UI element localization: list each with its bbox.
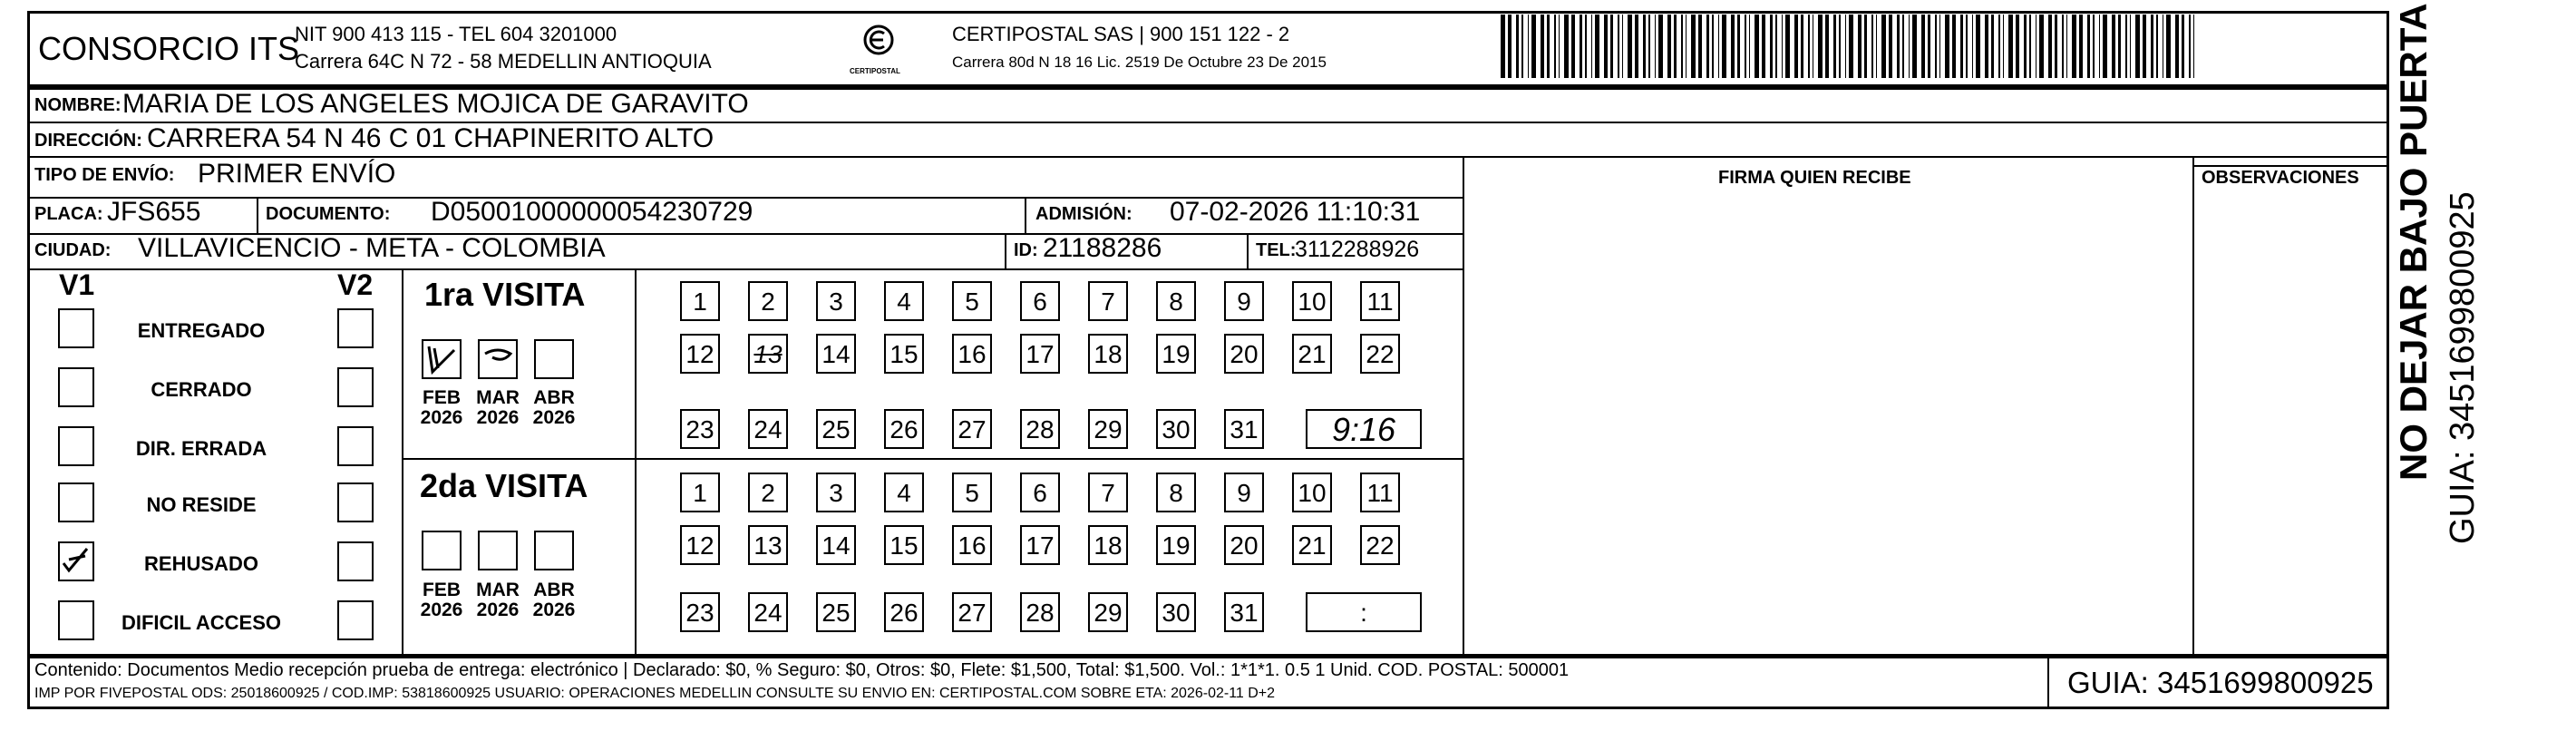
barcode-bar	[2166, 15, 2171, 78]
barcode-bar	[2087, 15, 2090, 78]
barcode-bar	[1808, 15, 1810, 78]
first-visit-day: 18	[1088, 334, 1128, 374]
barcode-bar	[2156, 15, 2158, 78]
first-visit-day: 5	[952, 281, 992, 321]
barcode-bar	[1591, 15, 1592, 78]
barcode-bar	[1966, 15, 1968, 78]
barcode-bar	[1912, 15, 1917, 78]
side-guide: GUIA: 3451699800925	[2444, 191, 2482, 544]
second-visit-time: :	[1306, 592, 1422, 632]
first-visit-day: 9	[1224, 281, 1264, 321]
barcode-bar	[1674, 15, 1677, 78]
v2-checkbox	[337, 308, 374, 348]
month-label: MAR 2026	[476, 580, 520, 621]
barcode-bar	[1991, 15, 1994, 78]
barcode-bar	[1731, 15, 1735, 78]
barcode-bar	[1564, 15, 1569, 78]
barcode-bar	[2143, 15, 2146, 78]
first-visit-day: 7	[1088, 281, 1128, 321]
second-visit-day: 12	[680, 525, 720, 565]
barcode-bar	[1547, 15, 1550, 78]
barcode-bar	[1849, 15, 1853, 78]
first-visit-day: 28	[1020, 409, 1060, 449]
barcode-bar	[2130, 15, 2131, 78]
city-label: CIUDAD:	[34, 240, 112, 260]
shipping-label: TIPO DE ENVÍO:	[34, 165, 175, 185]
name-label: NOMBRE:	[34, 95, 122, 115]
barcode-bar	[1921, 15, 1925, 78]
company-name: CONSORCIO ITS	[38, 30, 300, 67]
barcode-bar	[1571, 15, 1575, 78]
barcode-bar	[1939, 15, 1940, 78]
barcode-bar	[1559, 15, 1560, 78]
second-visit-title: 2da VISITA	[420, 467, 588, 504]
barcode-bar	[1935, 15, 1937, 78]
barcode-bar	[1960, 15, 1963, 78]
barcode-bar	[1825, 15, 1829, 78]
barcode-bar	[1585, 15, 1587, 78]
barcode-bar	[1618, 15, 1619, 78]
first-visit-day: 14	[816, 334, 856, 374]
month-box	[534, 531, 574, 570]
barcode-bar	[1681, 15, 1683, 78]
barcode-bar	[1864, 15, 1867, 78]
first-visit-day: 29	[1088, 409, 1128, 449]
barcode-bar	[2024, 15, 2027, 78]
month-box	[478, 531, 518, 570]
first-visit-day: 3	[816, 281, 856, 321]
barcode-bar	[1610, 15, 1613, 78]
second-visit-day: 16	[952, 525, 992, 565]
month-label: ABR 2026	[532, 387, 576, 429]
month-label: ABR 2026	[532, 580, 576, 621]
second-visit-day: 22	[1360, 525, 1400, 565]
barcode-bar	[2193, 15, 2194, 78]
barcode-bar	[1972, 15, 1973, 78]
barcode-bar	[1785, 15, 1790, 78]
first-visit-day: 4	[884, 281, 924, 321]
barcode-bar	[2048, 15, 2052, 78]
second-visit-day: 27	[952, 592, 992, 632]
first-visit-day: 21	[1292, 334, 1332, 374]
first-visit-day: 24	[748, 409, 788, 449]
barcode-bar	[1691, 15, 1696, 78]
second-visit-day: 23	[680, 592, 720, 632]
first-visit-day: 23	[680, 409, 720, 449]
barcode-bar	[2099, 15, 2100, 78]
barcode-bar	[1712, 15, 1714, 78]
barcode-bar	[2125, 15, 2127, 78]
second-visit-day: 24	[748, 592, 788, 632]
barcode-bar	[1845, 15, 1846, 78]
status-label: NO RESIDE	[146, 493, 257, 516]
second-visit-day: 3	[816, 473, 856, 512]
first-visit-day: 31	[1224, 409, 1264, 449]
barcode-bar	[1985, 15, 1988, 78]
second-visit-day: 11	[1360, 473, 1400, 512]
first-visit-day: 1	[680, 281, 720, 321]
barcode-bar	[2118, 15, 2121, 78]
barcode-bar	[1508, 15, 1512, 78]
second-visit-day: 18	[1088, 525, 1128, 565]
second-visit-day: 10	[1292, 473, 1332, 512]
barcode-bar	[2103, 15, 2107, 78]
first-visit-day: 8	[1156, 281, 1196, 321]
barcode-bar	[1722, 15, 1726, 78]
second-visit-day: 7	[1088, 473, 1128, 512]
barcode-bar	[1839, 15, 1841, 78]
barcode-bar	[1945, 15, 1949, 78]
first-visit-day: 22	[1360, 334, 1400, 374]
second-visit-day: 26	[884, 592, 924, 632]
status-label: CERRADO	[151, 378, 252, 401]
barcode-bar	[2112, 15, 2115, 78]
barcode-bar	[1818, 15, 1823, 78]
barcode-bar	[1871, 15, 1873, 78]
tel-value: 3112288926	[1295, 237, 1420, 262]
barcode-bar	[1686, 15, 1687, 78]
second-visit-day: 8	[1156, 473, 1196, 512]
plate-value: JFS655	[107, 197, 201, 227]
barcode-bar	[1801, 15, 1803, 78]
barcode-bar	[1876, 15, 1877, 78]
barcode-bar	[2008, 15, 2013, 78]
observations-label: OBSERVACIONES	[2202, 168, 2359, 188]
v2-checkbox	[337, 541, 374, 581]
barcode-bar	[1698, 15, 1702, 78]
barcode-bar	[1782, 15, 1783, 78]
month-box	[478, 339, 518, 379]
v1-header: V1	[59, 268, 95, 301]
admission-label: ADMISIÓN:	[1035, 204, 1132, 224]
barcode-bar	[1628, 15, 1632, 78]
first-visit-day: 13	[748, 334, 788, 374]
first-visit-day: 12	[680, 334, 720, 374]
id-label: ID:	[1014, 240, 1038, 260]
barcode-bar	[1745, 15, 1746, 78]
barcode-bar	[1833, 15, 1836, 78]
barcode-bar	[2151, 15, 2153, 78]
second-visit-day: 25	[816, 592, 856, 632]
footer-guide: GUIA: 3451699800925	[2067, 666, 2374, 699]
barcode-bar	[1775, 15, 1777, 78]
second-visit-day: 5	[952, 473, 992, 512]
status-label: DIFICIL ACCESO	[121, 611, 281, 634]
barcode-bar	[1667, 15, 1671, 78]
first-visit-day: 11	[1360, 281, 1400, 321]
company-address: Carrera 64C N 72 - 58 MEDELLIN ANTIOQUIA	[295, 50, 712, 73]
first-visit-day: 17	[1020, 334, 1060, 374]
barcode-bar	[1658, 15, 1663, 78]
barcode-bar	[1976, 15, 1980, 78]
address-label: DIRECCIÓN:	[34, 131, 142, 151]
first-visit-day: 25	[816, 409, 856, 449]
first-visit-day: 15	[884, 334, 924, 374]
barcode-bar	[2055, 15, 2057, 78]
second-visit-day: 2	[748, 473, 788, 512]
barcode-bar	[1794, 15, 1798, 78]
month-label: FEB 2026	[420, 387, 463, 429]
footer-print-info: IMP POR FIVEPOSTAL ODS: 25018600925 / COD.IMP: 53818600925 USUARIO: OPERACIONES MEDELLIN CONSULTE SU ENVIO EN: CERTIPOSTAL.COM SOBRE ETA: 2026-02-11 D+2	[34, 686, 1276, 701]
barcode-bar	[1770, 15, 1773, 78]
barcode-bar	[1531, 15, 1536, 78]
first-visit-day: 6	[1020, 281, 1060, 321]
second-visit-day: 31	[1224, 592, 1264, 632]
plate-label: PLACA:	[34, 204, 103, 224]
barcode-bar	[2135, 15, 2140, 78]
barcode-bar	[1902, 15, 1904, 78]
first-visit-day: 10	[1292, 281, 1332, 321]
v2-checkbox	[337, 367, 374, 407]
document-value: D05001000000054230729	[431, 197, 753, 227]
barcode-bar	[1541, 15, 1544, 78]
v2-checkbox	[337, 482, 374, 522]
barcode-bar	[1858, 15, 1862, 78]
barcode-bar	[2093, 15, 2095, 78]
side-warning: NO DEJAR BAJO PUERTA	[2392, 3, 2435, 481]
barcode-bar	[1881, 15, 1886, 78]
mark-scribble-icon	[423, 341, 460, 377]
recipient-name: MARIA DE LOS ANGELES MOJICA DE GARAVITO	[122, 89, 749, 119]
footer-content: Contenido: Documentos Medio recepción prueba de entrega: electrónico | Declarado: $0, % Seguro: $0, Otros: $0, Flete: $1,500, Total: $1,500. Vol.: 1*1*1. 0.5 1 Unid. COD. POSTAL: 500001	[34, 660, 1570, 680]
second-visit-day: 28	[1020, 592, 1060, 632]
barcode-bar	[2066, 15, 2067, 78]
barcode-bar	[1648, 15, 1650, 78]
first-visit-day: 19	[1156, 334, 1196, 374]
barcode-bar	[1622, 15, 1623, 78]
barcode-bar	[2016, 15, 2019, 78]
month-box	[422, 531, 462, 570]
mark-scribble-icon	[480, 341, 516, 377]
month-box	[534, 339, 574, 379]
operator-name: CERTIPOSTAL SAS | 900 151 122 - 2	[952, 23, 1290, 45]
v2-checkbox	[337, 426, 374, 466]
barcode-bar	[2189, 15, 2191, 78]
first-visit-day: 30	[1156, 409, 1196, 449]
second-visit-day: 14	[816, 525, 856, 565]
first-visit-time: 9:16	[1306, 409, 1422, 449]
barcode-bar	[2072, 15, 2076, 78]
month-label: FEB 2026	[420, 580, 463, 621]
company-nit: NIT 900 413 115 - TEL 604 3201000	[295, 23, 617, 45]
operator-address: Carrera 80d N 18 16 Lic. 2519 De Octubre 23 De 2015	[952, 54, 1327, 71]
first-visit-title: 1ra VISITA	[424, 276, 586, 313]
barcode-bar	[1998, 15, 2000, 78]
status-label: REHUSADO	[144, 552, 258, 575]
id-value: 21188286	[1043, 233, 1162, 263]
v2-checkbox	[337, 600, 374, 640]
status-label: DIR. ERRADA	[135, 437, 267, 460]
barcode	[1501, 15, 2203, 78]
barcode-bar	[1501, 15, 1505, 78]
barcode-bar	[1749, 15, 1750, 78]
first-visit-day: 26	[884, 409, 924, 449]
barcode-bar	[1706, 15, 1709, 78]
first-visit-day: 20	[1224, 334, 1264, 374]
tel-label: TEL:	[1256, 240, 1297, 260]
second-visit-day: 17	[1020, 525, 1060, 565]
barcode-bar	[1897, 15, 1900, 78]
barcode-bar	[1762, 15, 1765, 78]
barcode-bar	[2079, 15, 2083, 78]
logo-caption: CERTIPOSTAL	[850, 67, 900, 75]
barcode-bar	[1635, 15, 1638, 78]
barcode-bar	[2003, 15, 2004, 78]
barcode-bar	[1643, 15, 1646, 78]
second-visit-day: 21	[1292, 525, 1332, 565]
month-label: MAR 2026	[476, 387, 520, 429]
barcode-bar	[1521, 15, 1523, 78]
barcode-bar	[1516, 15, 1519, 78]
barcode-bar	[1554, 15, 1556, 78]
barcode-bar	[2062, 15, 2064, 78]
v2-header: V2	[337, 268, 374, 301]
barcode-bar	[1718, 15, 1719, 78]
second-visit-day: 29	[1088, 592, 1128, 632]
barcode-bar	[1952, 15, 1956, 78]
barcode-bar	[1755, 15, 1759, 78]
admission-value: 07-02-2026 11:10:31	[1170, 197, 1421, 227]
document-label: DOCUMENTO:	[266, 204, 391, 224]
second-visit-day: 13	[748, 525, 788, 565]
barcode-bar	[1737, 15, 1740, 78]
first-visit-day: 16	[952, 334, 992, 374]
barcode-bar	[1889, 15, 1892, 78]
barcode-bar	[2182, 15, 2184, 78]
barcode-bar	[1595, 15, 1599, 78]
month-box	[422, 339, 462, 379]
first-visit-day: 27	[952, 409, 992, 449]
second-visit-day: 20	[1224, 525, 1264, 565]
second-visit-day: 1	[680, 473, 720, 512]
second-visit-day: 6	[1020, 473, 1060, 512]
second-visit-day: 19	[1156, 525, 1196, 565]
barcode-bar	[2029, 15, 2031, 78]
barcode-bar	[1928, 15, 1930, 78]
status-label: ENTREGADO	[137, 319, 266, 342]
barcode-bar	[1580, 15, 1582, 78]
first-visit-day: 2	[748, 281, 788, 321]
recipient-address: CARRERA 54 N 46 C 01 CHAPINERITO ALTO	[147, 123, 714, 153]
city-value: VILLAVICENCIO - META - COLOMBIA	[138, 233, 606, 263]
barcode-bar	[1655, 15, 1656, 78]
signature-label: FIRMA QUIEN RECIBE	[1718, 168, 1911, 188]
second-visit-day: 30	[1156, 592, 1196, 632]
shipping-type: PRIMER ENVÍO	[198, 159, 396, 189]
barcode-bar	[1528, 15, 1529, 78]
second-visit-day: 9	[1224, 473, 1264, 512]
barcode-bar	[1604, 15, 1608, 78]
barcode-bar	[2039, 15, 2044, 78]
barcode-bar	[2175, 15, 2179, 78]
second-visit-day: 4	[884, 473, 924, 512]
barcode-bar	[1909, 15, 1910, 78]
second-visit-day: 15	[884, 525, 924, 565]
